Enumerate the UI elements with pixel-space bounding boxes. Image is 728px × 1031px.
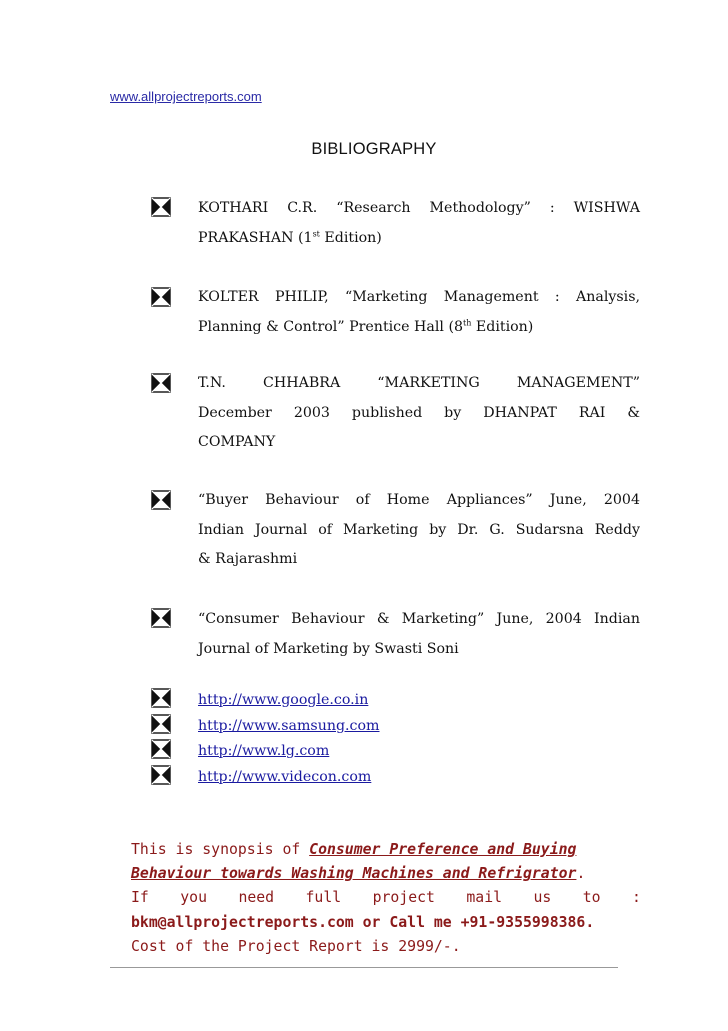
bib-line [198, 313, 640, 343]
synopsis-topic: Consumer Preference and Buying [309, 841, 577, 858]
bib-line: COMPANY [198, 434, 276, 450]
synopsis-period: . [576, 865, 586, 883]
link-google[interactable]: http://www.google.co.in [198, 692, 369, 708]
bib-line [198, 224, 640, 254]
bib-text: Edition) [471, 318, 534, 335]
synopsis-cost: Cost of the Project Report is 2999/-. [131, 937, 461, 955]
synopsis-word: project [372, 889, 435, 907]
footer-divider [110, 967, 618, 968]
cross-bullet-icon [151, 739, 171, 759]
bib-line: Journal of Marketing by Swasti Soni [198, 640, 459, 657]
synopsis-intro: This is synopsis of [131, 841, 310, 858]
synopsis-word: us [533, 889, 552, 907]
bib-entry [198, 283, 640, 342]
synopsis-topic: Behaviour towards Washing Machines and Refrigrator [131, 865, 577, 883]
synopsis-word: you [180, 889, 207, 907]
cross-bullet-icon [151, 688, 171, 708]
cross-bullet-icon [151, 608, 171, 628]
cross-bullet-icon [151, 714, 171, 734]
synopsis-word: If [131, 889, 149, 907]
bib-entry [198, 605, 640, 664]
cross-bullet-icon [151, 197, 171, 217]
link-lg[interactable]: http://www.lg.com [198, 743, 330, 759]
cross-bullet-icon [151, 373, 171, 393]
bib-line: & Rajarashmi [198, 551, 298, 567]
edition-superscript: th [463, 317, 472, 327]
bib-entry [198, 369, 640, 458]
bib-line: KOLTER PHILIP, “Marketing Management : Analysis, [198, 289, 640, 305]
bib-line: KOTHARI C.R. “Research Methodology” : WISHWA [198, 200, 640, 216]
bib-line: T.N. CHHABRA “MARKETING MANAGEMENT” [198, 375, 640, 391]
edition-superscript: st [312, 228, 320, 238]
synopsis-word: need [238, 889, 275, 907]
web-links [198, 688, 380, 790]
link-videcon[interactable]: http://www.videcon.com [198, 768, 372, 785]
synopsis-word: mail [466, 889, 503, 907]
bib-line: Indian Journal of Marketing by Dr. G. Sudarsna Reddy [198, 521, 640, 538]
synopsis-word: : [632, 889, 641, 907]
link-samsung[interactable]: http://www.samsung.com [198, 717, 380, 734]
synopsis-block [131, 838, 641, 959]
bib-entry [198, 194, 640, 253]
cross-bullet-icon [151, 287, 171, 307]
cross-bullet-icon [151, 490, 171, 510]
synopsis-line [131, 886, 641, 910]
bib-entry [198, 486, 640, 575]
synopsis-line [131, 838, 641, 862]
synopsis-word: to [582, 889, 601, 907]
bib-text: Planning & Control” Prentice Hall (8 [198, 318, 464, 335]
bib-line: “Consumer Behaviour & Marketing” June, 2004 Indian [198, 611, 640, 627]
page-title: BIBLIOGRAPHY [311, 140, 437, 158]
cross-bullet-icon [151, 765, 171, 785]
synopsis-word: full [305, 889, 342, 907]
bib-line: December 2003 published by DHANPAT RAI & [198, 404, 640, 421]
synopsis-contact[interactable]: bkm@allprojectreports.com or Call me +91-9355998386. [131, 913, 595, 931]
header-site-link[interactable]: www.allprojectreports.com [110, 89, 262, 104]
bib-text: Edition) [319, 229, 382, 246]
bib-text: PRAKASHAN (1 [198, 229, 313, 246]
bib-line: “Buyer Behaviour of Home Appliances” June, 2004 [198, 492, 640, 508]
synopsis-line [131, 862, 641, 886]
